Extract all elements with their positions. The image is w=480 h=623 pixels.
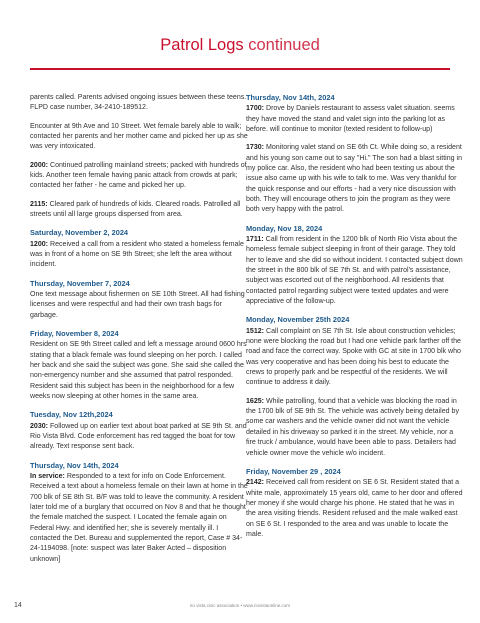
log-date-heading: Thursday, November 7, 2024: [30, 278, 130, 288]
log-entry-text: One text message about fishermen on SE 10th Street. All had fishing licenses and were respectful and had their own trash bags for garbage.: [30, 291, 245, 319]
log-entry: [246, 327, 464, 389]
log-entry-text: While patrolling, found that a vehicle was blocking the road in the 1700 blk of SE 9th St. The vehicle was actively being detailed by some car washers and the vehicle owner did not want the vehicle detailed in his driveway so parked it in the street. My vehicle, nor a fire truck / ambulance, would have been able to pass. Detailers had vehicle owner move the vehicle w/o incident.: [246, 397, 459, 457]
log-date-heading: Thursday, Nov 14th, 2024: [30, 460, 119, 470]
log-entry-text: Call complaint on SE 7th St. Isle about construction vehicles; none were blocking the road but I had one vehicle park farther off the road and face the correct way. Spoke with GC at site in 1700 blk who was very cooperative and has been doing his best to educate the crews to properly park and be respectful of the residents. We will continue to address it daily.: [246, 327, 461, 387]
log-entry-text: Encounter at 9th Ave and 10 Street. Wet female barely able to walk; contacted her parents and her mother came and picked her up as she was very intoxicated.: [30, 122, 248, 151]
log-entry: [30, 93, 248, 114]
title-divider: [30, 68, 450, 70]
log-entry: [30, 422, 248, 453]
page-title-main: Patrol Logs: [160, 36, 244, 54]
log-entry-time: 1700:: [246, 105, 265, 113]
log-entry-text: Resident on SE 9th Street called and left a message around 0600 hrs stating that a black female was found sleeping on her porch. I called her back and she said the subject was gone. She said she called the non-emergency number and she assumed that patrol responded. Resident said this subject has been in the neighborhood for a few weeks now sleeping at other homes in the same area.: [30, 341, 247, 401]
log-date-heading: Thursday, Nov 14th, 2024: [246, 93, 335, 102]
log-entry-text: Call from resident in the 1200 blk of North Rio Vista about the homeless female subject sleeping in front of their garage. They told her to leave and she did so without incident. I contacted subject down the street in the 800 blk of SE 7th St. and with patrol's assistance, subject was escorted out of the neighborhood. All residents that contacted patrol regarding subject were texted updates and were appreciative of the follow-up.: [246, 236, 463, 306]
page-title-sub: continued: [248, 36, 320, 54]
left-column: [30, 93, 248, 573]
log-entry-time: In service:: [30, 473, 65, 481]
log-entry: [30, 290, 248, 321]
log-entry-text: Monitoring valet stand on SE 6th Ct. While doing so, a resident and his young son came out to say "Hi." The son had a blast sitting in my police car. Also, the resident who had been texting us about the issue also came up with his wife to talk to me. Was very thankful for the quick response and our efforts - had a very nice discussion with both. They will encourage others to join the program as they were both very happy with the patrol.: [246, 144, 463, 214]
log-entry-text: Received a call from a resident who stated a homeless female was in front of a home on SE 9th Street; she left the area without incident.: [30, 240, 244, 269]
log-entry: [30, 200, 248, 221]
log-entry: [30, 340, 248, 402]
log-entry-text: Responded to a text for info on Code Enforcement. Received a text about a homeless female on their lawn at home in the 700 blk of SE 8th St. B/F was told to leave the community. A resident later told me of a burglary that occurred on Nov 8 and that he thought the female matched the suspect. I Located the female again on Federal Hwy. and identified her; she is severely mentally ill. I contacted the Det. Bureau and supplemented the report, Case # 34-24-1194098. [note: suspect was later Baker Acted – disposition unknown]: [30, 473, 248, 563]
page-title: [0, 36, 480, 55]
log-entry: [246, 235, 464, 307]
log-entry-time: 2142:: [246, 479, 265, 487]
log-entry: [30, 161, 248, 192]
log-entry: [246, 143, 464, 215]
log-entry: [30, 472, 248, 565]
log-date-heading: Friday, November 8, 2024: [30, 329, 119, 339]
log-entry-text: parents called. Parents advised ongoing issues between these teens. FLPD case number, 34-2410-189512.: [30, 94, 247, 112]
log-entry-text: Followed up on earlier text about boat parked at SE 9th St. and Rio Vista Blvd. Code enforcement has red tagged the boat for tow already. Text response sent back.: [30, 422, 247, 451]
log-entry: [30, 240, 248, 271]
log-date-heading: Tuesday, Nov 12th,2024: [30, 410, 113, 420]
log-entry-time: 2030:: [30, 422, 49, 430]
right-column: [246, 93, 464, 548]
footer-text: rio vista civic association • www.riovistaonline.com: [189, 603, 291, 608]
log-entry-time: 1512:: [246, 327, 265, 335]
log-entry-time: 1730:: [246, 144, 265, 152]
log-entry: [246, 104, 464, 135]
log-entry: [246, 478, 464, 540]
log-date-heading: Monday, Nov 18, 2024: [246, 223, 323, 233]
log-date-heading: Monday, November 25th 2024: [246, 315, 350, 325]
log-date-heading: Saturday, November 2, 2024: [30, 228, 129, 238]
log-entry-time: 2000:: [30, 161, 49, 169]
log-date-heading: Friday, November 29 , 2024: [246, 466, 341, 476]
log-entry-text: Received call from resident on SE 6 St. Resident stated that a white male, approximately 15 years old, came to her door and offered her money if she would charge his phone. He stated that he was in the area visiting friends. Resident refused and the male walked east on SE 6 St. I responded to the area and was unable to locate the male.: [246, 479, 463, 538]
log-entry: [30, 122, 248, 153]
log-entry-text: Drove by Daniels restaurant to assess valet situation. seems they have moved the stand and valet sign into the parking lot as before. will continue to monitor (texted resident to follow-up): [246, 105, 455, 133]
log-entry: [246, 397, 464, 459]
log-entry-text: Cleared park of hundreds of kids. Cleared roads. Patrolled all streets until all large groups dispersed from area.: [30, 200, 241, 219]
page-number: 14: [14, 602, 22, 609]
log-entry-text: Continued patrolling mainland streets; packed with hundreds of kids. Another teen female having panic attack from crowds at park; contacted her father - he came and picked her up.: [30, 161, 247, 190]
page-footer: [0, 602, 480, 614]
log-entry-time: 1711:: [246, 236, 264, 244]
log-entry-time: 1625:: [246, 397, 265, 405]
log-entry-time: 2115:: [30, 200, 48, 208]
log-entry-time: 1200:: [30, 240, 49, 248]
